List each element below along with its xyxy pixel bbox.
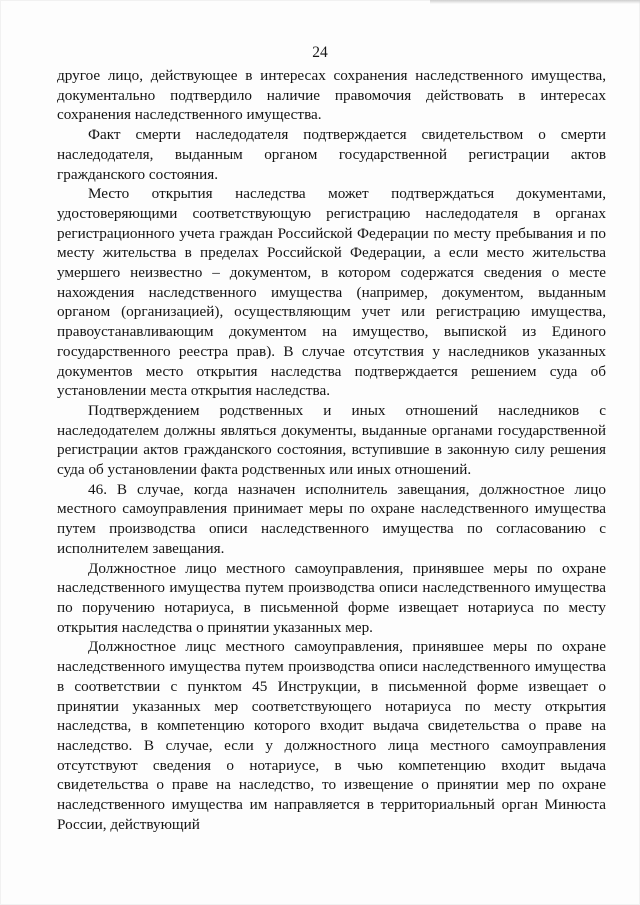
paragraph-notary-notice: Должностное лицо местного самоуправления, принявшее меры по охране наследственного имущества путем производства описи наследственного имущества по поручению нотариуса, в письменной форме извещает нотариуса по месту открытия наследства о принятии указанных мер. (57, 559, 606, 636)
paragraph-relationship-proof: Подтверждением родственных и иных отношений наследников с наследодателем должны являться документы, выданные органами государственной регистрации актов гражданского состояния, вступившие в законную силу решения суда об установлении факта родственных или иных отношений. (57, 401, 606, 479)
document-body (57, 66, 606, 834)
paragraph-clause-45-notice: Должностное лицс местного самоуправления, принявшее меры по охране наследственного имущества путем производства описи наследственного имущества в соответствии с пунктом 45 Инструкции, в письменной форме извещает о принятии указанных мер соответствующего нотариуса по месту открытия наследства, в компетенцию которого входит выдача свидетельства о праве на наследство. В случае, если у должностного лица местного самоуправления отсутствуют сведения о нотариусе, в чью компетенцию входит выдача свидетельства о праве на наследство, то извещение о принятии мер по охране наследственного имущества им направляется в территориальный орган Минюста России, действующий (57, 638, 606, 833)
paragraph-death-fact: Факт смерти наследодателя подтверждается свидетельством о смерти наследодателя, выданным органом государственной регистрации актов гражданского состояния. (57, 126, 606, 183)
paragraph-place-of-inheritance: Место открытия наследства может подтверждаться документами, удостоверяющими соответствующую регистрацию наследодателя в органах регистрационного учета граждан Российской Федерации по месту пребывания и по месту жительства в пределах Российской Федерации, а если место жительства умершего неизвестно – документом, в котором содержатся сведения о месте нахождения наследственного имущества (например, документом, выданным органом (организацией), осуществляющим учет или регистрацию имущества, правоустанавливающим документом на имущество, выпиской из Единого государственного реестра прав). В случае отсутствия у наследников указанных документов место открытия наследства подтверждается решением суда об установлении места открытия наследства. (57, 185, 606, 400)
paragraph-clause-46: 46. В случае, когда назначен исполнитель завещания, должностное лицо местного самоуправления принимает меры по охране наследственного имущества путем производства описи наследственного имущества по согласованию с исполнителем завещания. (57, 480, 606, 557)
page-number: 24 (312, 44, 328, 61)
scan-edge-shadow (430, 0, 640, 4)
paragraph-continuation: другое лицо, действующее в интересах сохранения наследственного имущества, документально подтвердило наличие правомочия действовать в интересах сохранения наследственного имущества. (57, 67, 606, 124)
